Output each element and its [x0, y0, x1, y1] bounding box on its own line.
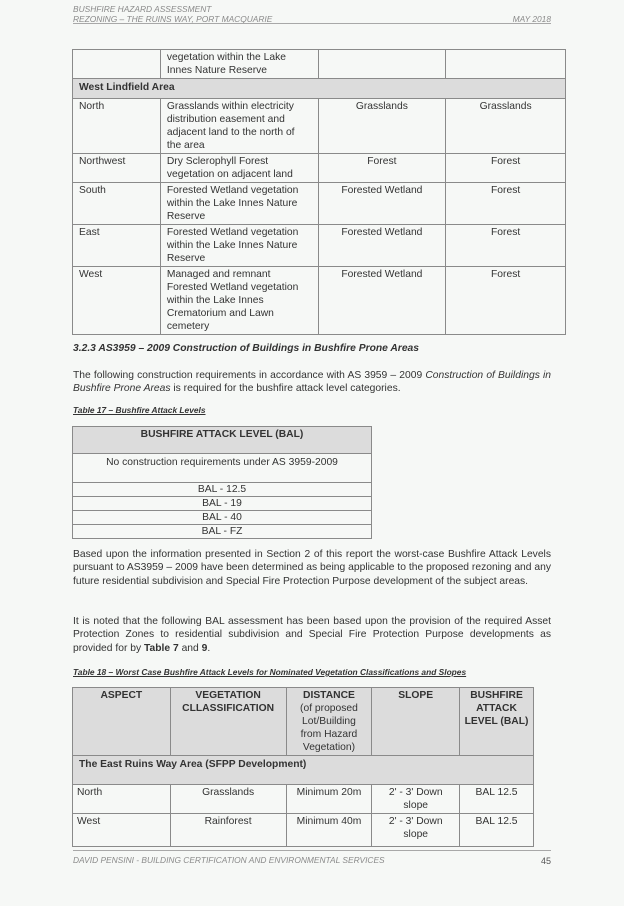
bal-cell: BAL 12.5 — [460, 814, 534, 847]
header-date: MAY 2018 — [512, 14, 551, 24]
table-reference: 9 — [201, 642, 208, 654]
bal-table — [72, 426, 372, 539]
vegetation-table — [72, 49, 566, 335]
table-header: BUSHFIRE ATTACK LEVEL (BAL) — [73, 427, 372, 454]
table-row — [73, 497, 372, 511]
paragraph-text: is required for the bushfire attack level categories. — [170, 383, 401, 395]
table-cell — [318, 50, 446, 79]
table-header-row — [73, 688, 534, 756]
table-row — [73, 267, 566, 335]
aspect-cell: West — [73, 814, 171, 847]
noted-paragraph — [73, 615, 551, 655]
classification-cell: Grasslands — [318, 99, 446, 154]
footer-company: DAVID PENSINI - BUILDING CERTIFICATION AND ENVIRONMENTAL SERVICES — [73, 855, 385, 865]
header-divider — [73, 23, 551, 24]
paragraph-text: It is noted that the following BAL assessment has been based upon the provision of the required Asset Protection Zones to residential subdivision and Special Fire Protection Purpose developments as provided for by — [73, 616, 551, 654]
paragraph-text: The following construction requirements in accordance with AS 3959 – 2009 — [73, 370, 426, 381]
page-header — [73, 4, 551, 24]
table-section-row — [73, 756, 534, 785]
table-header-vegetation: VEGETATION CLLASSIFICATION — [170, 688, 286, 756]
classification-cell: Forest — [446, 225, 566, 267]
slope-cell: 2' - 3' Down slope — [372, 814, 460, 847]
distance-cell: Minimum 40m — [286, 814, 372, 847]
section-title-east-ruins-way: The East Ruins Way Area (SFPP Development) — [73, 756, 534, 785]
classification-cell: Forested Wetland — [318, 267, 446, 335]
table-row — [73, 225, 566, 267]
aspect-cell: East — [73, 225, 161, 267]
table-cell: BAL - 40 — [73, 511, 372, 525]
aspect-cell: South — [73, 183, 161, 225]
vegetation-cell: Rainforest — [170, 814, 286, 847]
paragraph-text: and — [178, 642, 202, 654]
table-cell: BAL - FZ — [73, 525, 372, 539]
vegetation-cell: Forested Wetland vegetation within the Lake Innes Nature Reserve — [160, 225, 318, 267]
vegetation-cell: Grasslands — [170, 785, 286, 814]
table-row — [73, 511, 372, 525]
table-cell — [73, 50, 161, 79]
worst-case-bal-table — [72, 687, 534, 847]
table-reference: Table 7 — [143, 642, 179, 654]
classification-cell: Forest — [446, 267, 566, 335]
aspect-cell: West — [73, 267, 161, 335]
aspect-cell: North — [73, 785, 171, 814]
table-cell: BAL - 12.5 — [73, 483, 372, 497]
classification-cell: Forest — [446, 154, 566, 183]
header-distance-note: (of proposed Lot/Building from Hazard Vegetation) — [300, 703, 358, 753]
table-row — [73, 483, 372, 497]
distance-cell: Minimum 20m — [286, 785, 372, 814]
vegetation-cell: Forested Wetland vegetation within the Lake Innes Nature Reserve — [160, 183, 318, 225]
table-header-distance — [286, 688, 372, 756]
header-project: REZONING – THE RUINS WAY, PORT MACQUARIE — [73, 14, 273, 24]
section-heading: 3.2.3 AS3959 – 2009 Construction of Buildings in Bushfire Prone Areas — [73, 343, 419, 354]
classification-cell: Forest — [446, 183, 566, 225]
paragraph-text: . — [207, 642, 211, 654]
footer-divider — [73, 850, 551, 851]
classification-cell: Forested Wetland — [318, 183, 446, 225]
aspect-cell: North — [73, 99, 161, 154]
table-header-aspect: ASPECT — [73, 688, 171, 756]
table-cell — [446, 50, 566, 79]
section-title-west-lindfield: West Lindfield Area — [73, 79, 566, 99]
table-header-row — [73, 427, 372, 454]
standard-title: Construction of Buildings in Bushfire Prone Areas — [73, 370, 552, 395]
bal-cell: BAL 12.5 — [460, 785, 534, 814]
page-number: 45 — [540, 856, 551, 866]
worst-case-paragraph: Based upon the information presented in Section 2 of this report the worst-case Bushfire Attack Levels pursuant to AS3959 – 2009 have been determined as being applicable to the proposed rezoning and any future residential subdivision and Special Fire Protection Purpose development of the subject areas. — [73, 549, 551, 587]
table-header-slope: SLOPE — [372, 688, 460, 756]
table-row — [73, 50, 566, 79]
table-row — [73, 525, 372, 539]
aspect-cell: Northwest — [73, 154, 161, 183]
vegetation-cell: Grasslands within electricity distribution easement and adjacent land to the north of the area — [160, 99, 318, 154]
header-report-title: BUSHFIRE HAZARD ASSESSMENT — [73, 4, 212, 14]
table-row — [73, 454, 372, 483]
classification-cell: Grasslands — [446, 99, 566, 154]
table-cell: vegetation within the Lake Innes Nature Reserve — [160, 50, 318, 79]
construction-paragraph — [73, 369, 551, 396]
header-distance-label: DISTANCE — [303, 690, 355, 701]
vegetation-cell: Dry Sclerophyll Forest vegetation on adjacent land — [160, 154, 318, 183]
table-row — [73, 154, 566, 183]
table-row — [73, 785, 534, 814]
table-cell: BAL - 19 — [73, 497, 372, 511]
table18-caption: Table 18 – Worst Case Bushfire Attack Levels for Nominated Vegetation Classifications and Slopes — [73, 667, 467, 677]
table-row — [73, 99, 566, 154]
classification-cell: Forested Wetland — [318, 225, 446, 267]
table17-caption: Table 17 – Bushfire Attack Levels — [73, 405, 206, 415]
vegetation-cell: Managed and remnant Forested Wetland vegetation within the Lake Innes Crematorium and Lawn cemetery — [160, 267, 318, 335]
slope-cell: 2' - 3' Down slope — [372, 785, 460, 814]
page-footer — [73, 855, 551, 865]
table-row — [73, 183, 566, 225]
table-row — [73, 814, 534, 847]
classification-cell: Forest — [318, 154, 446, 183]
table-header-bal: BUSHFIRE ATTACK LEVEL (BAL) — [460, 688, 534, 756]
table-section-row — [73, 79, 566, 99]
table-cell: No construction requirements under AS 3959-2009 — [73, 454, 372, 483]
